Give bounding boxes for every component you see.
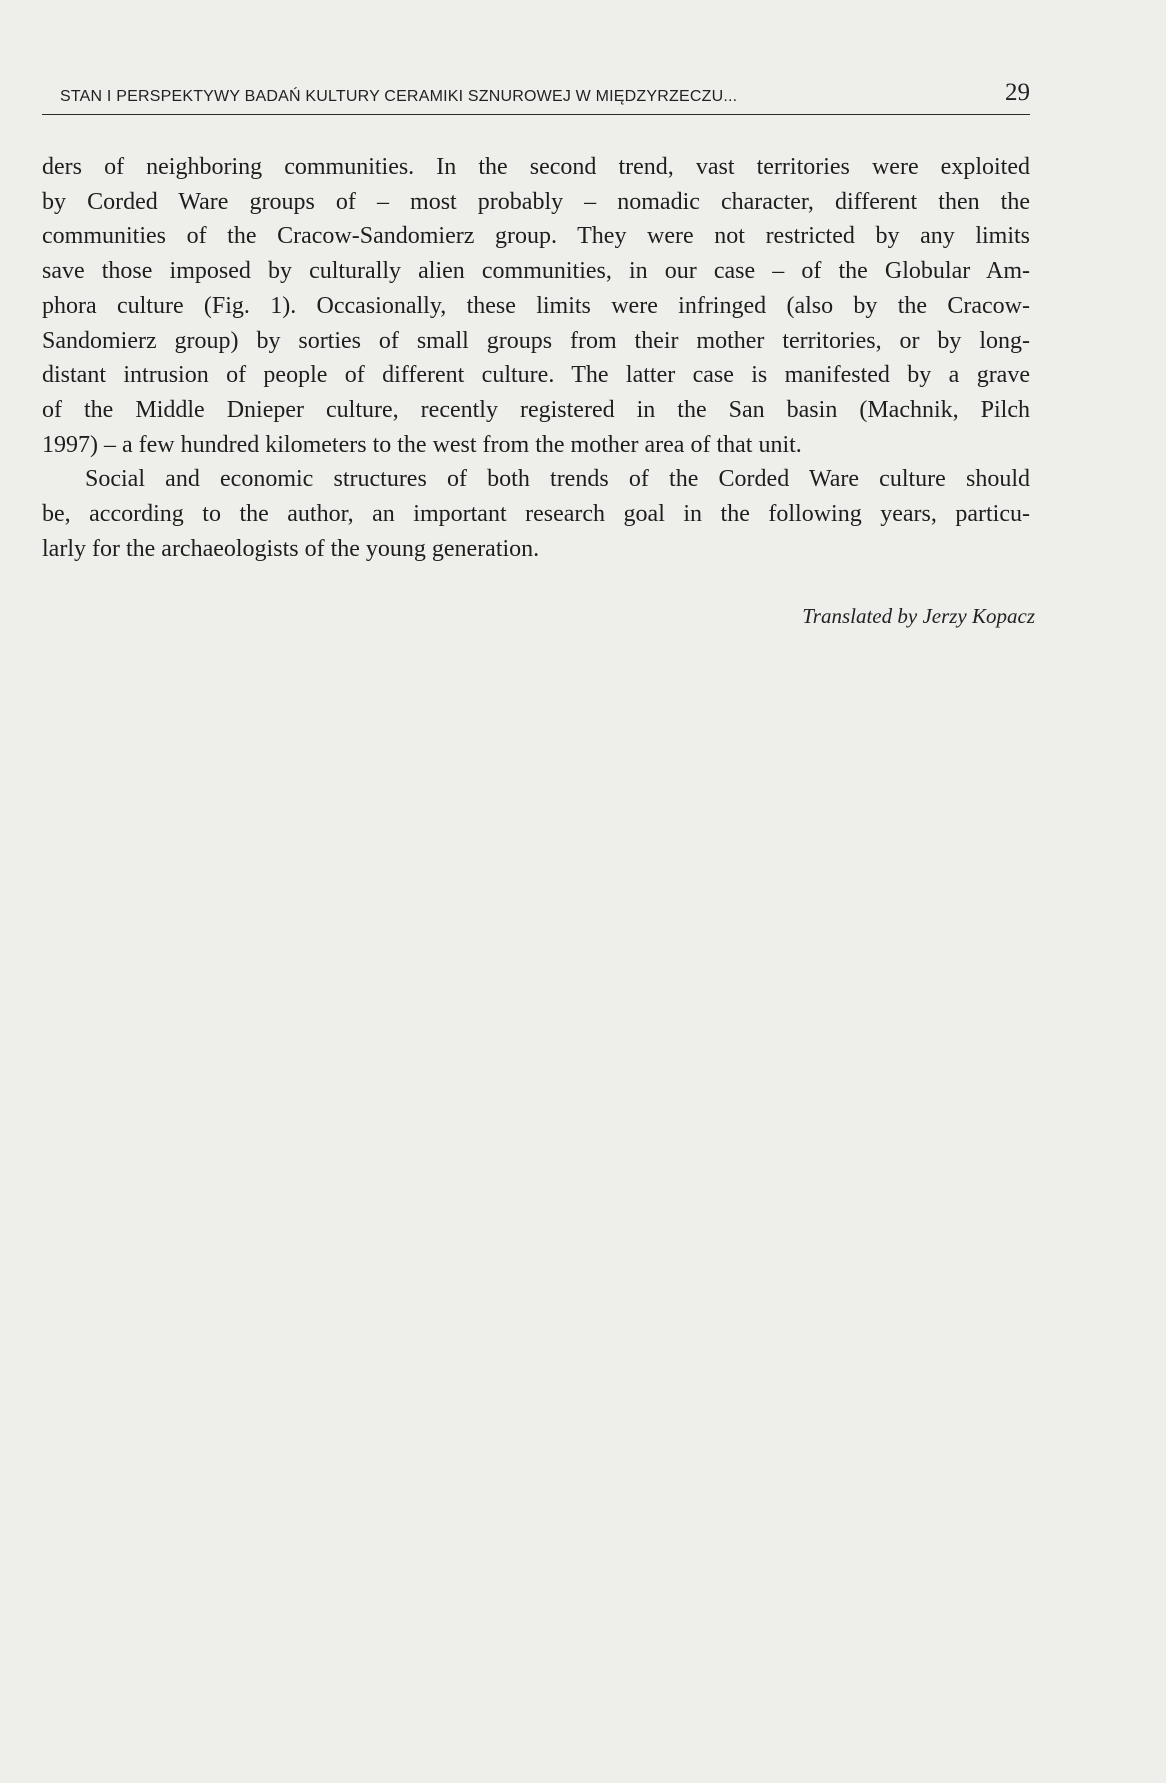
running-header: [42, 74, 1030, 115]
text-line: Sandomierz group) by sorties of small groups from their mother territories, or by long-: [42, 327, 1030, 354]
text-line: communities of the Cracow-Sandomierz group. They were not restricted by any limits: [42, 223, 1030, 250]
paragraph-1: [42, 150, 1030, 462]
text-line: distant intrusion of people of different culture. The latter case is manifested by a grave: [42, 362, 1030, 389]
text-line: be, according to the author, an important research goal in the following years, particu-: [42, 501, 1030, 528]
text-line: of the Middle Dnieper culture, recently registered in the San basin (Machnik, Pilch: [42, 396, 1030, 423]
text-line: save those imposed by culturally alien communities, in our case – of the Globular Am-: [42, 258, 1030, 285]
text-line: larly for the archaeologists of the young generation.: [42, 535, 540, 562]
running-title: STAN I PERSPEKTYWY BADAŃ KULTURY CERAMIKI SZNUROWEJ W MIĘDZYRZECZU...: [60, 88, 738, 105]
text-line: 1997) – a few hundred kilometers to the west from the mother area of that unit.: [42, 431, 802, 458]
body-text: [42, 150, 1030, 566]
translator-credit: Translated by Jerzy Kopacz: [802, 604, 1035, 628]
text-line: ders of neighboring communities. In the second trend, vast territories were exploited: [42, 154, 1030, 180]
text-line: Social and economic structures of both trends of the Corded Ware culture should: [85, 466, 1030, 493]
page-number: 29: [1005, 79, 1030, 106]
text-line: by Corded Ware groups of – most probably – nomadic character, different then the: [42, 188, 1030, 215]
text-line: phora culture (Fig. 1). Occasionally, these limits were infringed (also by the Cracow-: [42, 292, 1030, 319]
paragraph-2: [42, 462, 1030, 566]
